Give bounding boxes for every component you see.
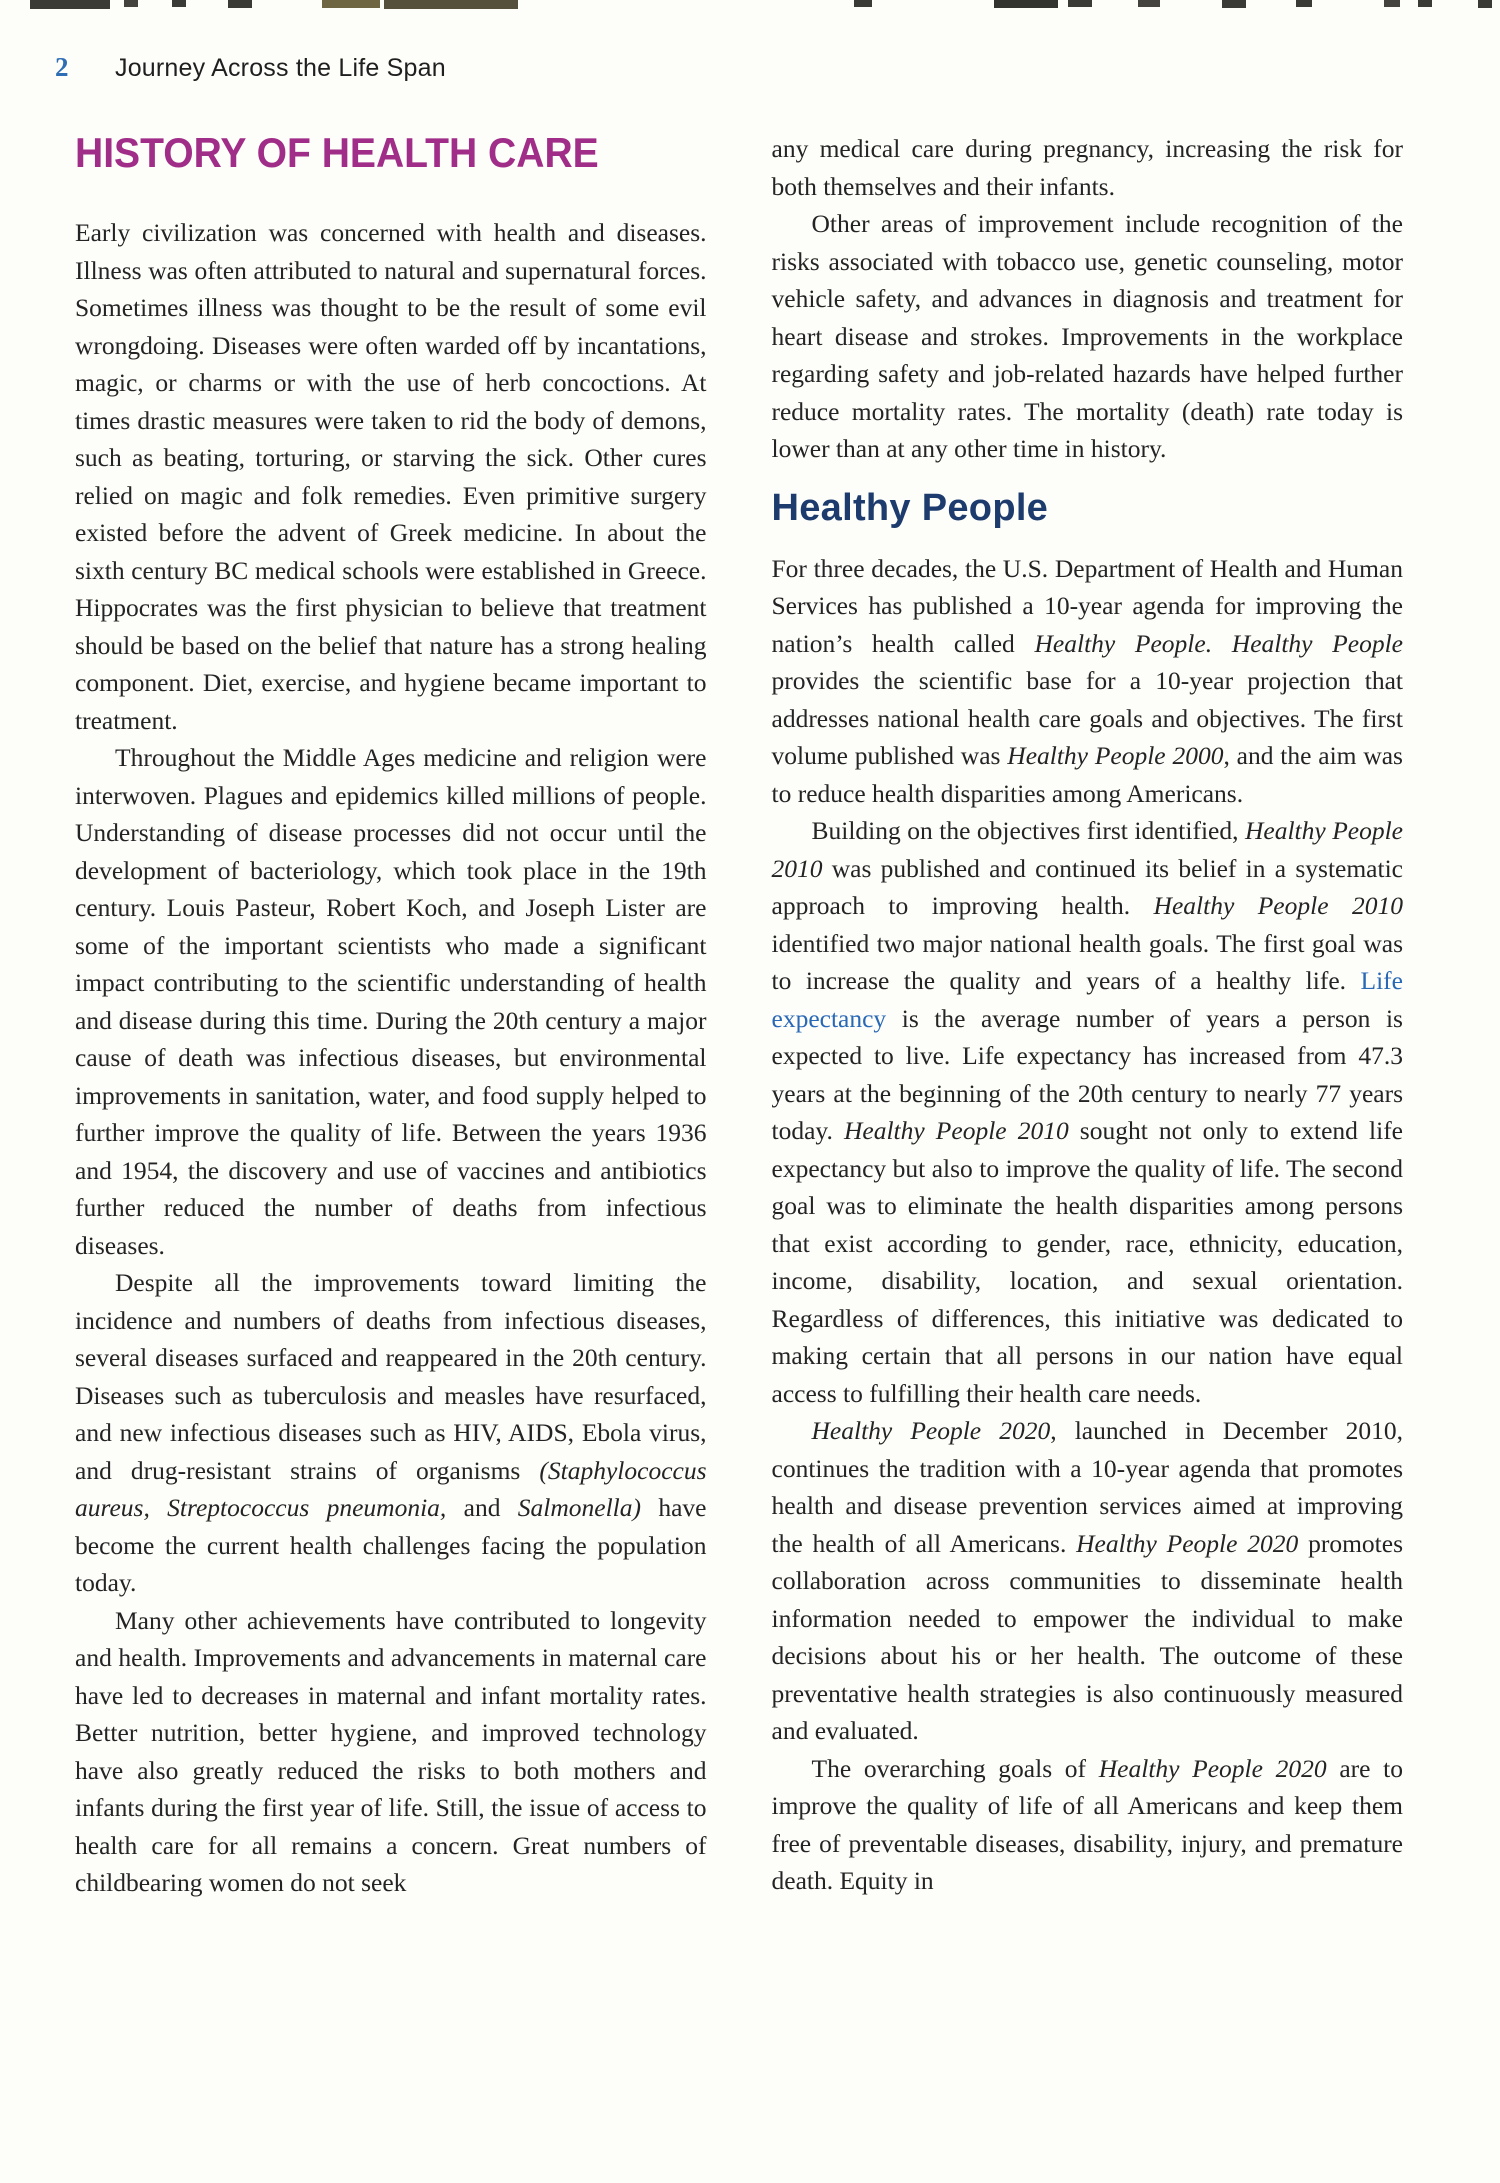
italic-text: Salmonella): [517, 1493, 642, 1522]
body-text: are to improve the quality of life of all Americans and keep them free of preventable diseases, disability, injury, and premature death. Equity in: [771, 1753, 1403, 1895]
italic-text: Healthy People. Healthy People: [1034, 628, 1403, 658]
paragraph: [75, 1264, 707, 1602]
body-text: Despite all the improvements toward limiting the incidence and numbers of deaths from infectious diseases, several diseases surfaced and reappeared in the 20th century. Diseases such as tuberculosis and measles have resurfaced, and new infectious diseases such as HIV, AIDS, Ebola virus, and drug-resistant strains of organisms: [75, 1268, 707, 1485]
italic-text: Healthy People 2010: [843, 1116, 1069, 1145]
body-text: promotes collaboration across communities to disseminate health information needed to empower the individual to make decisions about his or her health. The outcome of these preventative health strategies is also continuously measured and evaluated.: [771, 1528, 1403, 1745]
left-column: [75, 130, 707, 1902]
running-head: Journey Across the Life Span: [115, 54, 446, 82]
life-expectancy-term-link[interactable]: Life expectancy: [771, 966, 1403, 1033]
body-text: , and the aim was to reduce health disparities among Americans.: [771, 741, 1403, 808]
italic-text: Healthy People 2000: [1007, 741, 1224, 770]
italic-text: Healthy People 2010: [1153, 891, 1403, 920]
body-text: Early civilization was concerned with health and diseases. Illness was often attributed to natural and supernatural forces. Sometimes illness was thought to be the result of some evil wrongdoing. Diseases were often warded off by incantations, magic, or charms or with the use of herb concoctions. At times drastic measures were taken to rid the body of demons, such as beating, torturing, or starving the sick. Other cures relied on magic and folk remedies. Even primitive surgery existed before the advent of Greek medicine. In about the sixth century BC medical schools were established in Greece. Hippocrates was the first physician to believe that treatment should be based on the belief that nature has a strong healing component. Diet, exercise, and hygiene became important to treatment.: [75, 218, 707, 735]
body-text: Other areas of improvement include recognition of the risks associated with tobacco use, genetic counseling, motor vehicle safety, and advances in diagnosis and treatment for heart disease and strokes. Improvements in the workplace regarding safety and job-related hazards have helped further reduce mortality rates. The mortality (death) rate today is lower than at any other time in history.: [771, 209, 1403, 463]
body-text: For three decades, the U.S. Department of Health and Human Services has published a 10-year agenda for improving the nation’s health called: [771, 553, 1403, 658]
paragraph: [75, 1602, 707, 1902]
body-text: have become the current health challenges facing the population today.: [75, 1493, 707, 1597]
scan-artifact-segment: [1296, 0, 1312, 7]
scan-artifact-segment: [172, 0, 186, 7]
paragraph: [75, 739, 707, 1264]
scan-artifact-segment: [1138, 0, 1160, 7]
scan-artifact-segment: [1384, 0, 1400, 7]
paragraph: [772, 812, 1404, 1412]
scan-artifact-segment: [1418, 0, 1432, 7]
scan-artifact-segment: [322, 0, 380, 8]
paragraph: [772, 130, 1404, 205]
scan-artifact-segment: [1068, 0, 1092, 7]
body-text: was published and continued its belief in a systematic approach to improving health.: [771, 853, 1403, 920]
body-text: provides the scientific base for a 10-year projection that addresses national health care goals and objectives. The first volume published was: [771, 666, 1403, 770]
body-text: identified two major national health goals. The first goal was to increase the quality and years of a healthy life.: [771, 928, 1403, 995]
right-column-body: [772, 130, 1404, 1900]
italic-text: Healthy People 2020: [811, 1416, 1051, 1445]
paragraph: [772, 1750, 1404, 1900]
paragraph: [772, 1412, 1404, 1750]
body-text: any medical care during pregnancy, increasing the risk for both themselves and their infants.: [771, 134, 1403, 201]
scan-artifact-segment: [1222, 0, 1246, 8]
scan-artifact-segment: [124, 0, 138, 7]
body-text: , launched in December 2010, continues the tradition with a 10-year agenda that promotes health and disease prevention services aimed at improving the health of all Americans.: [771, 1416, 1403, 1558]
scan-artifact-segment: [1478, 0, 1492, 8]
italic-text: Healthy People 2010: [771, 816, 1403, 883]
text-columns: [75, 130, 1403, 1902]
scan-artifact-segment: [854, 0, 872, 7]
scan-artifact-strip: [0, 0, 1500, 12]
page-header: [55, 52, 1403, 82]
scan-artifact-segment: [228, 0, 252, 8]
body-text: Throughout the Middle Ages medicine and religion were interwoven. Plagues and epidemics killed millions of people. Understanding of disease processes did not occur until the development of bacteriology, which took place in the 19th century. Louis Pasteur, Robert Koch, and Joseph Lister are some of the important scientists who made a significant impact contributing to the scientific understanding of health and disease during this time. During the 20th century a major cause of death was infectious diseases, but environmental improvements in sanitation, water, and food supply helped to further improve the quality of life. Between the years 1936 and 1954, the discovery and use of vaccines and antibiotics further reduced the number of deaths from infectious diseases.: [75, 743, 707, 1260]
body-text: is the average number of years a person is expected to live. Life expectancy has increased from 47.3 years at the beginning of the 20th century to nearly 77 years today.: [771, 1003, 1403, 1145]
body-text: The overarching goals of: [811, 1753, 1099, 1783]
italic-text: Healthy People 2020: [1076, 1528, 1299, 1558]
italic-text: Healthy People 2020: [1098, 1753, 1327, 1783]
body-text: Building on the objectives first identified,: [811, 816, 1245, 845]
scan-artifact-segment: [994, 0, 1058, 8]
scan-artifact-segment: [30, 0, 110, 9]
paragraph: [75, 214, 707, 739]
paragraph: [772, 550, 1404, 813]
paragraph: [772, 205, 1404, 468]
page-number: 2: [55, 52, 69, 82]
italic-text: (Staphylococcus aureus, Streptococcus pneumonia,: [75, 1455, 707, 1522]
body-text: and: [446, 1493, 518, 1522]
scan-artifact-segment: [384, 0, 518, 9]
right-column: [772, 130, 1404, 1900]
left-column-body: [75, 214, 707, 1902]
section-heading-healthy-people: Healthy People: [771, 486, 1049, 529]
chapter-heading: HISTORY OF HEALTH CARE: [75, 129, 599, 176]
body-text: sought not only to extend life expectancy but also to improve the quality of life. The second goal was to eliminate the health disparities among persons that exist according to gender, race, ethnicity, education, income, disability, location, and sexual orientation. Regardless of differences, this initiative was dedicated to making certain that all persons in our nation have equal access to fulfilling their health care needs.: [771, 1116, 1403, 1408]
body-text: Many other achievements have contributed to longevity and health. Improvements and advancements in maternal care have led to decreases in maternal and infant mortality rates. Better nutrition, better hygiene, and improved technology have also greatly reduced the risks to both mothers and infants during the first year of life. Still, the issue of access to health care for all remains a concern. Great numbers of childbearing women do not seek: [75, 1605, 707, 1897]
